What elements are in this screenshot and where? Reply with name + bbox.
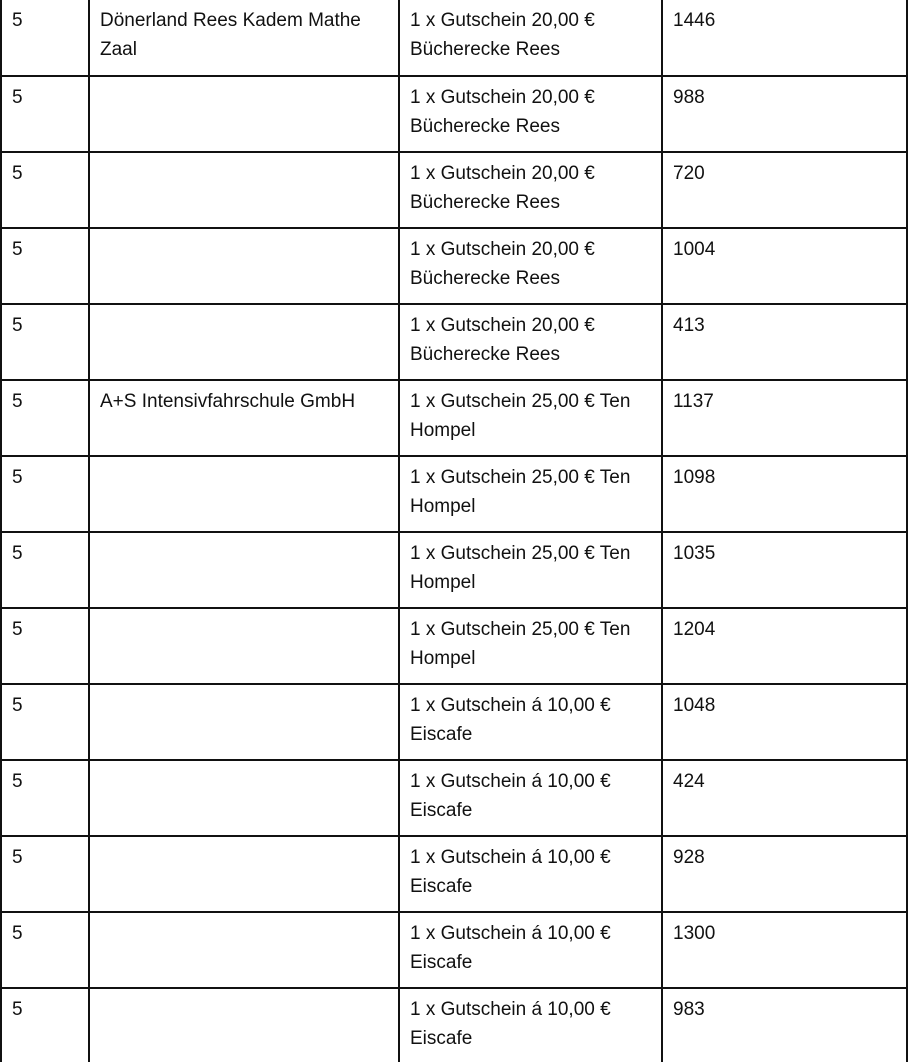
table-row bbox=[1, 0, 907, 76]
rank-cell: 5 bbox=[1, 304, 89, 380]
prize-cell: 1 x Gutschein 25,00 € Ten Hompel bbox=[399, 532, 662, 608]
rank-cell: 5 bbox=[1, 76, 89, 152]
sponsor-cell bbox=[89, 152, 399, 228]
rank-cell: 5 bbox=[1, 912, 89, 988]
sponsor-cell bbox=[89, 76, 399, 152]
ticket-number-cell: 983 bbox=[662, 988, 907, 1062]
rank-cell: 5 bbox=[1, 152, 89, 228]
sponsor-cell bbox=[89, 988, 399, 1062]
rank-cell: 5 bbox=[1, 608, 89, 684]
rank-cell: 5 bbox=[1, 380, 89, 456]
table-row bbox=[1, 532, 907, 608]
sponsor-cell: A+S Intensivfahrschule GmbH bbox=[89, 380, 399, 456]
ticket-number-cell: 1204 bbox=[662, 608, 907, 684]
table-row bbox=[1, 152, 907, 228]
table-row bbox=[1, 456, 907, 532]
prize-cell: 1 x Gutschein á 10,00 € Eiscafe bbox=[399, 760, 662, 836]
sponsor-cell bbox=[89, 912, 399, 988]
sponsor-cell bbox=[89, 228, 399, 304]
ticket-number-cell: 1098 bbox=[662, 456, 907, 532]
table-row bbox=[1, 760, 907, 836]
rank-cell: 5 bbox=[1, 988, 89, 1062]
table-row bbox=[1, 228, 907, 304]
table-row bbox=[1, 608, 907, 684]
ticket-number-cell: 424 bbox=[662, 760, 907, 836]
ticket-number-cell: 1004 bbox=[662, 228, 907, 304]
ticket-number-cell: 1300 bbox=[662, 912, 907, 988]
ticket-number-cell: 1446 bbox=[662, 0, 907, 76]
ticket-number-cell: 413 bbox=[662, 304, 907, 380]
ticket-number-cell: 928 bbox=[662, 836, 907, 912]
rank-cell: 5 bbox=[1, 684, 89, 760]
sponsor-cell bbox=[89, 760, 399, 836]
sponsor-cell bbox=[89, 532, 399, 608]
table-row bbox=[1, 836, 907, 912]
prize-cell: 1 x Gutschein 20,00 € Bücherecke Rees bbox=[399, 76, 662, 152]
table-row bbox=[1, 380, 907, 456]
prize-cell: 1 x Gutschein 20,00 € Bücherecke Rees bbox=[399, 152, 662, 228]
table-row bbox=[1, 304, 907, 380]
table-row bbox=[1, 912, 907, 988]
sponsor-cell bbox=[89, 456, 399, 532]
sponsor-cell: Dönerland Rees Kadem Mathe Zaal bbox=[89, 0, 399, 76]
rank-cell: 5 bbox=[1, 228, 89, 304]
prize-cell: 1 x Gutschein á 10,00 € Eiscafe bbox=[399, 684, 662, 760]
prize-cell: 1 x Gutschein á 10,00 € Eiscafe bbox=[399, 836, 662, 912]
rank-cell: 5 bbox=[1, 760, 89, 836]
sponsor-cell bbox=[89, 304, 399, 380]
ticket-number-cell: 988 bbox=[662, 76, 907, 152]
rank-cell: 5 bbox=[1, 0, 89, 76]
rank-cell: 5 bbox=[1, 532, 89, 608]
sponsor-cell bbox=[89, 684, 399, 760]
ticket-number-cell: 1137 bbox=[662, 380, 907, 456]
prize-cell: 1 x Gutschein 25,00 € Ten Hompel bbox=[399, 608, 662, 684]
prize-cell: 1 x Gutschein 25,00 € Ten Hompel bbox=[399, 380, 662, 456]
sponsor-cell bbox=[89, 836, 399, 912]
table-row bbox=[1, 76, 907, 152]
prize-cell: 1 x Gutschein á 10,00 € Eiscafe bbox=[399, 988, 662, 1062]
table-row bbox=[1, 684, 907, 760]
rank-cell: 5 bbox=[1, 836, 89, 912]
ticket-number-cell: 720 bbox=[662, 152, 907, 228]
ticket-number-cell: 1048 bbox=[662, 684, 907, 760]
prize-cell: 1 x Gutschein 20,00 € Bücherecke Rees bbox=[399, 0, 662, 76]
rank-cell: 5 bbox=[1, 456, 89, 532]
prize-cell: 1 x Gutschein 20,00 € Bücherecke Rees bbox=[399, 304, 662, 380]
sponsor-cell bbox=[89, 608, 399, 684]
prize-cell: 1 x Gutschein 25,00 € Ten Hompel bbox=[399, 456, 662, 532]
prize-cell: 1 x Gutschein 20,00 € Bücherecke Rees bbox=[399, 228, 662, 304]
table-row bbox=[1, 988, 907, 1062]
prize-cell: 1 x Gutschein á 10,00 € Eiscafe bbox=[399, 912, 662, 988]
ticket-number-cell: 1035 bbox=[662, 532, 907, 608]
